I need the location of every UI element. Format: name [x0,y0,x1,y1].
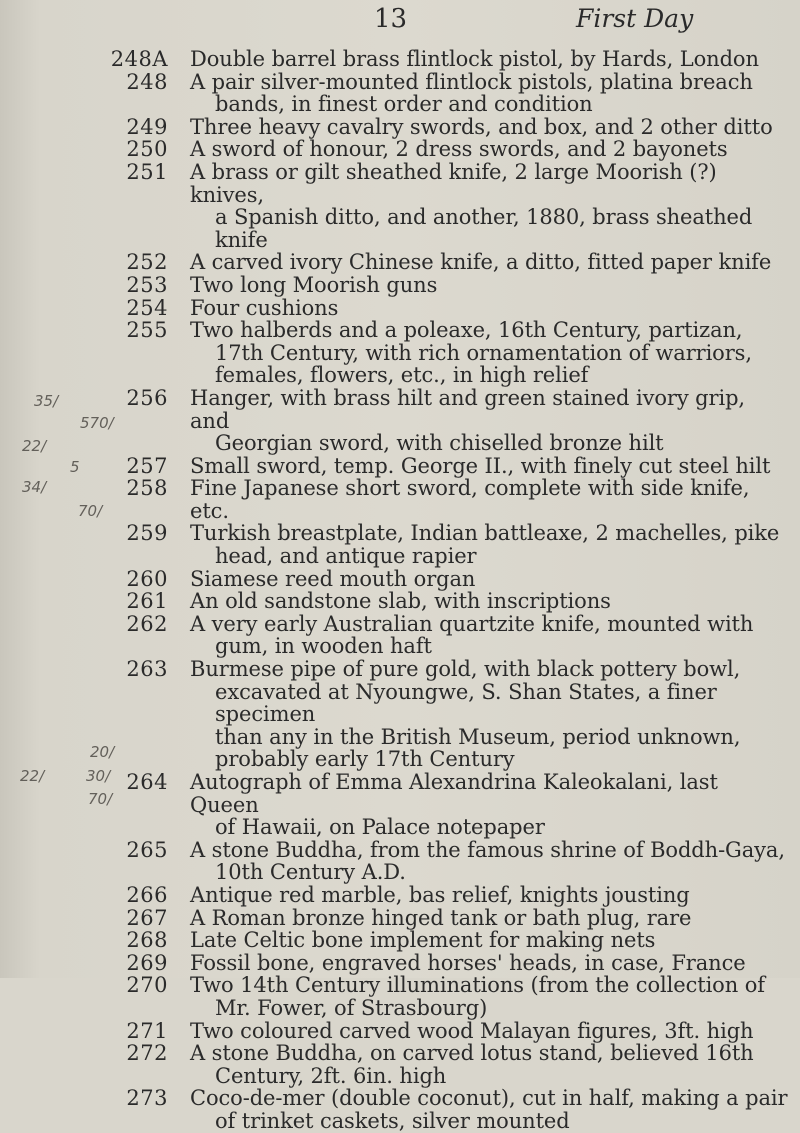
margin-note: 30/ [86,767,111,785]
lot-entry [0,1020,800,1043]
lot-entry [0,568,800,591]
lot-description [190,274,790,297]
lot-description-continuation: 10th Century A.D. [215,860,406,885]
lot-description-line: Two 14th Century illuminations (from the collection of [190,973,765,998]
lot-description [190,590,790,613]
lot-description [190,952,790,975]
lot-description-line: A pair silver-mounted flintlock pistols, platina breach [190,69,753,94]
lot-entry [0,929,800,952]
lot-number: 251 [126,159,168,184]
lot-description-continuation: of trinket caskets, silver mounted [215,1108,570,1133]
lot-description-line: An old sandstone slab, with inscriptions [190,589,611,614]
lot-number: 256 [126,385,168,410]
lot-description-continuation: Mr. Fower, of Strasbourg) [215,995,488,1020]
lot-entry [0,771,800,839]
lot-number: 273 [126,1086,168,1111]
lot-number: 254 [126,295,168,320]
lot-description [190,387,790,455]
lot-entry [0,1087,800,1132]
lot-description [190,1087,790,1132]
lot-description [190,477,790,522]
lot-number: 267 [126,905,168,930]
lot-description [190,297,790,320]
lot-entry [0,297,800,320]
lot-number: 269 [126,950,168,975]
lot-number: 249 [126,114,168,139]
lot-number: 261 [126,589,168,614]
lot-description-line: Four cushions [190,295,339,320]
lot-description-line: A very early Australian quartzite knife, mounted with [190,611,754,636]
lot-description [190,839,790,884]
lot-description-continuation: bands, in finest order and condition [215,92,593,117]
lot-description-continuation: head, and antique rapier [215,544,477,569]
lot-description-line: Two long Moorish guns [190,272,438,297]
lot-description-continuation: 17th Century, with rich ornamentation of warriors, [215,340,752,365]
lot-description [190,138,790,161]
lot-description-line: Siamese reed mouth organ [190,566,476,591]
lot-description [190,1042,790,1087]
lot-number: 257 [126,453,168,478]
lot-entry [0,455,800,478]
lot-number: 263 [126,657,168,682]
lot-number: 260 [126,566,168,591]
lot-description-line: Late Celtic bone implement for making nets [190,928,656,953]
lot-entry [0,116,800,139]
lot-description-line: A Roman bronze hinged tank or bath plug, rare [190,905,692,930]
lot-number: 250 [126,137,168,162]
lot-description [190,71,790,116]
lot-number: 253 [126,272,168,297]
lot-number: 255 [126,318,168,343]
lot-entry [0,274,800,297]
lot-entry [0,884,800,907]
margin-note: 70/ [78,502,103,520]
lot-number: 259 [126,521,168,546]
lot-description-line: Burmese pipe of pure gold, with black pottery bowl, [190,657,741,682]
lot-number: 248 [126,69,168,94]
lot-entry [0,839,800,884]
lot-description-line: Fine Japanese short sword, complete with side knife, etc. [190,476,750,523]
lot-description-line: Coco-de-mer (double coconut), cut in half, making a pair [190,1086,788,1111]
lot-description [190,455,790,478]
lot-entry [0,952,800,975]
page-number: 13 [374,4,408,34]
lot-description-line: Two halberds and a poleaxe, 16th Century, partizan, [190,318,743,343]
lot-description-continuation: gum, in wooden haft [215,634,432,659]
margin-note: 70/ [88,790,113,808]
lot-description-line: A carved ivory Chinese knife, a ditto, fitted paper knife [190,250,772,275]
lot-description [190,907,790,930]
lot-entry [0,387,800,455]
lot-entry [0,658,800,771]
margin-note: 34/ [22,478,47,496]
lot-entry [0,613,800,658]
lot-description [190,161,790,251]
lot-description [190,319,790,387]
lot-description-line: A brass or gilt sheathed knife, 2 large Moorish (?) knives, [190,159,717,207]
lot-description-continuation: Georgian sword, with chiselled bronze hilt [215,431,664,456]
lot-entry [0,1042,800,1087]
margin-note: 5 [70,458,80,476]
day-title: First Day [576,4,694,33]
lot-description-line: A stone Buddha, from the famous shrine of Boddh-Gaya, [190,837,785,862]
lot-number: 262 [126,611,168,636]
lot-entry [0,251,800,274]
lot-description-continuation: females, flowers, etc., in high relief [215,363,589,388]
lot-entry [0,590,800,613]
lot-description [190,929,790,952]
lot-number: 272 [126,1041,168,1066]
lot-description [190,884,790,907]
lot-number: 268 [126,928,168,953]
lot-number: 265 [126,837,168,862]
lot-description-line: A stone Buddha, on carved lotus stand, believed 16th [190,1041,754,1066]
lot-number: 252 [126,250,168,275]
lot-number: 266 [126,882,168,907]
margin-note: 22/ [20,767,45,785]
lot-description-line: Double barrel brass flintlock pistol, by Hards, London [190,47,759,71]
lot-description-line: Three heavy cavalry swords, and box, and 2 other ditto [190,114,773,139]
lot-description-continuation: of Hawaii, on Palace notepaper [215,815,545,840]
lot-entry [0,48,800,71]
lot-entry [0,71,800,116]
lot-description-continuation: excavated at Nyoungwe, S. Shan States, a finer specimen [215,679,717,727]
lot-number: 270 [126,973,168,998]
lot-description [190,1020,790,1043]
lot-description [190,771,790,839]
lot-description-line: Two coloured carved wood Malayan figures, 3ft. high [190,1018,754,1043]
lot-description-line: Small sword, temp. George II., with finely cut steel hilt [190,453,771,478]
page-header [0,4,800,34]
lot-description [190,251,790,274]
lot-number: 248A [110,47,168,71]
lot-entry [0,138,800,161]
lot-description [190,522,790,567]
lot-description-line: Turkish breastplate, Indian battleaxe, 2 machelles, pike [190,521,780,546]
lot-description [190,658,790,771]
lot-description-line: Antique red marble, bas relief, knights jousting [190,882,690,907]
lot-description-continuation: Century, 2ft. 6in. high [215,1063,447,1088]
lot-description-continuation: probably early 17th Century [215,747,515,772]
lot-description-line: Hanger, with brass hilt and green stained ivory grip, and [190,385,745,433]
margin-note: 570/ [80,414,114,432]
lot-entry [0,907,800,930]
lot-description [190,568,790,591]
lot-number: 264 [126,770,168,794]
lot-description [190,613,790,658]
lot-number: 258 [126,476,168,501]
margin-note: 35/ [34,392,59,410]
lot-description [190,48,790,71]
lot-entry [0,522,800,567]
lot-description-line: Autograph of Emma Alexandrina Kaleokalani, last Queen [190,770,718,817]
lot-description-line: A sword of honour, 2 dress swords, and 2 bayonets [190,137,728,162]
lot-entry [0,974,800,1019]
lot-description-continuation: a Spanish ditto, and another, 1880, brass sheathed knife [215,205,753,252]
lot-list [0,48,800,1133]
lot-description [190,116,790,139]
margin-note: 22/ [22,437,47,455]
lot-entry [0,161,800,251]
lot-description-continuation: than any in the British Museum, period unknown, [215,724,741,749]
margin-note: 20/ [90,743,115,761]
lot-entry [0,477,800,522]
lot-number: 271 [126,1018,168,1043]
lot-description [190,974,790,1019]
lot-entry [0,319,800,387]
lot-description-line: Fossil bone, engraved horses' heads, in case, France [190,950,746,975]
